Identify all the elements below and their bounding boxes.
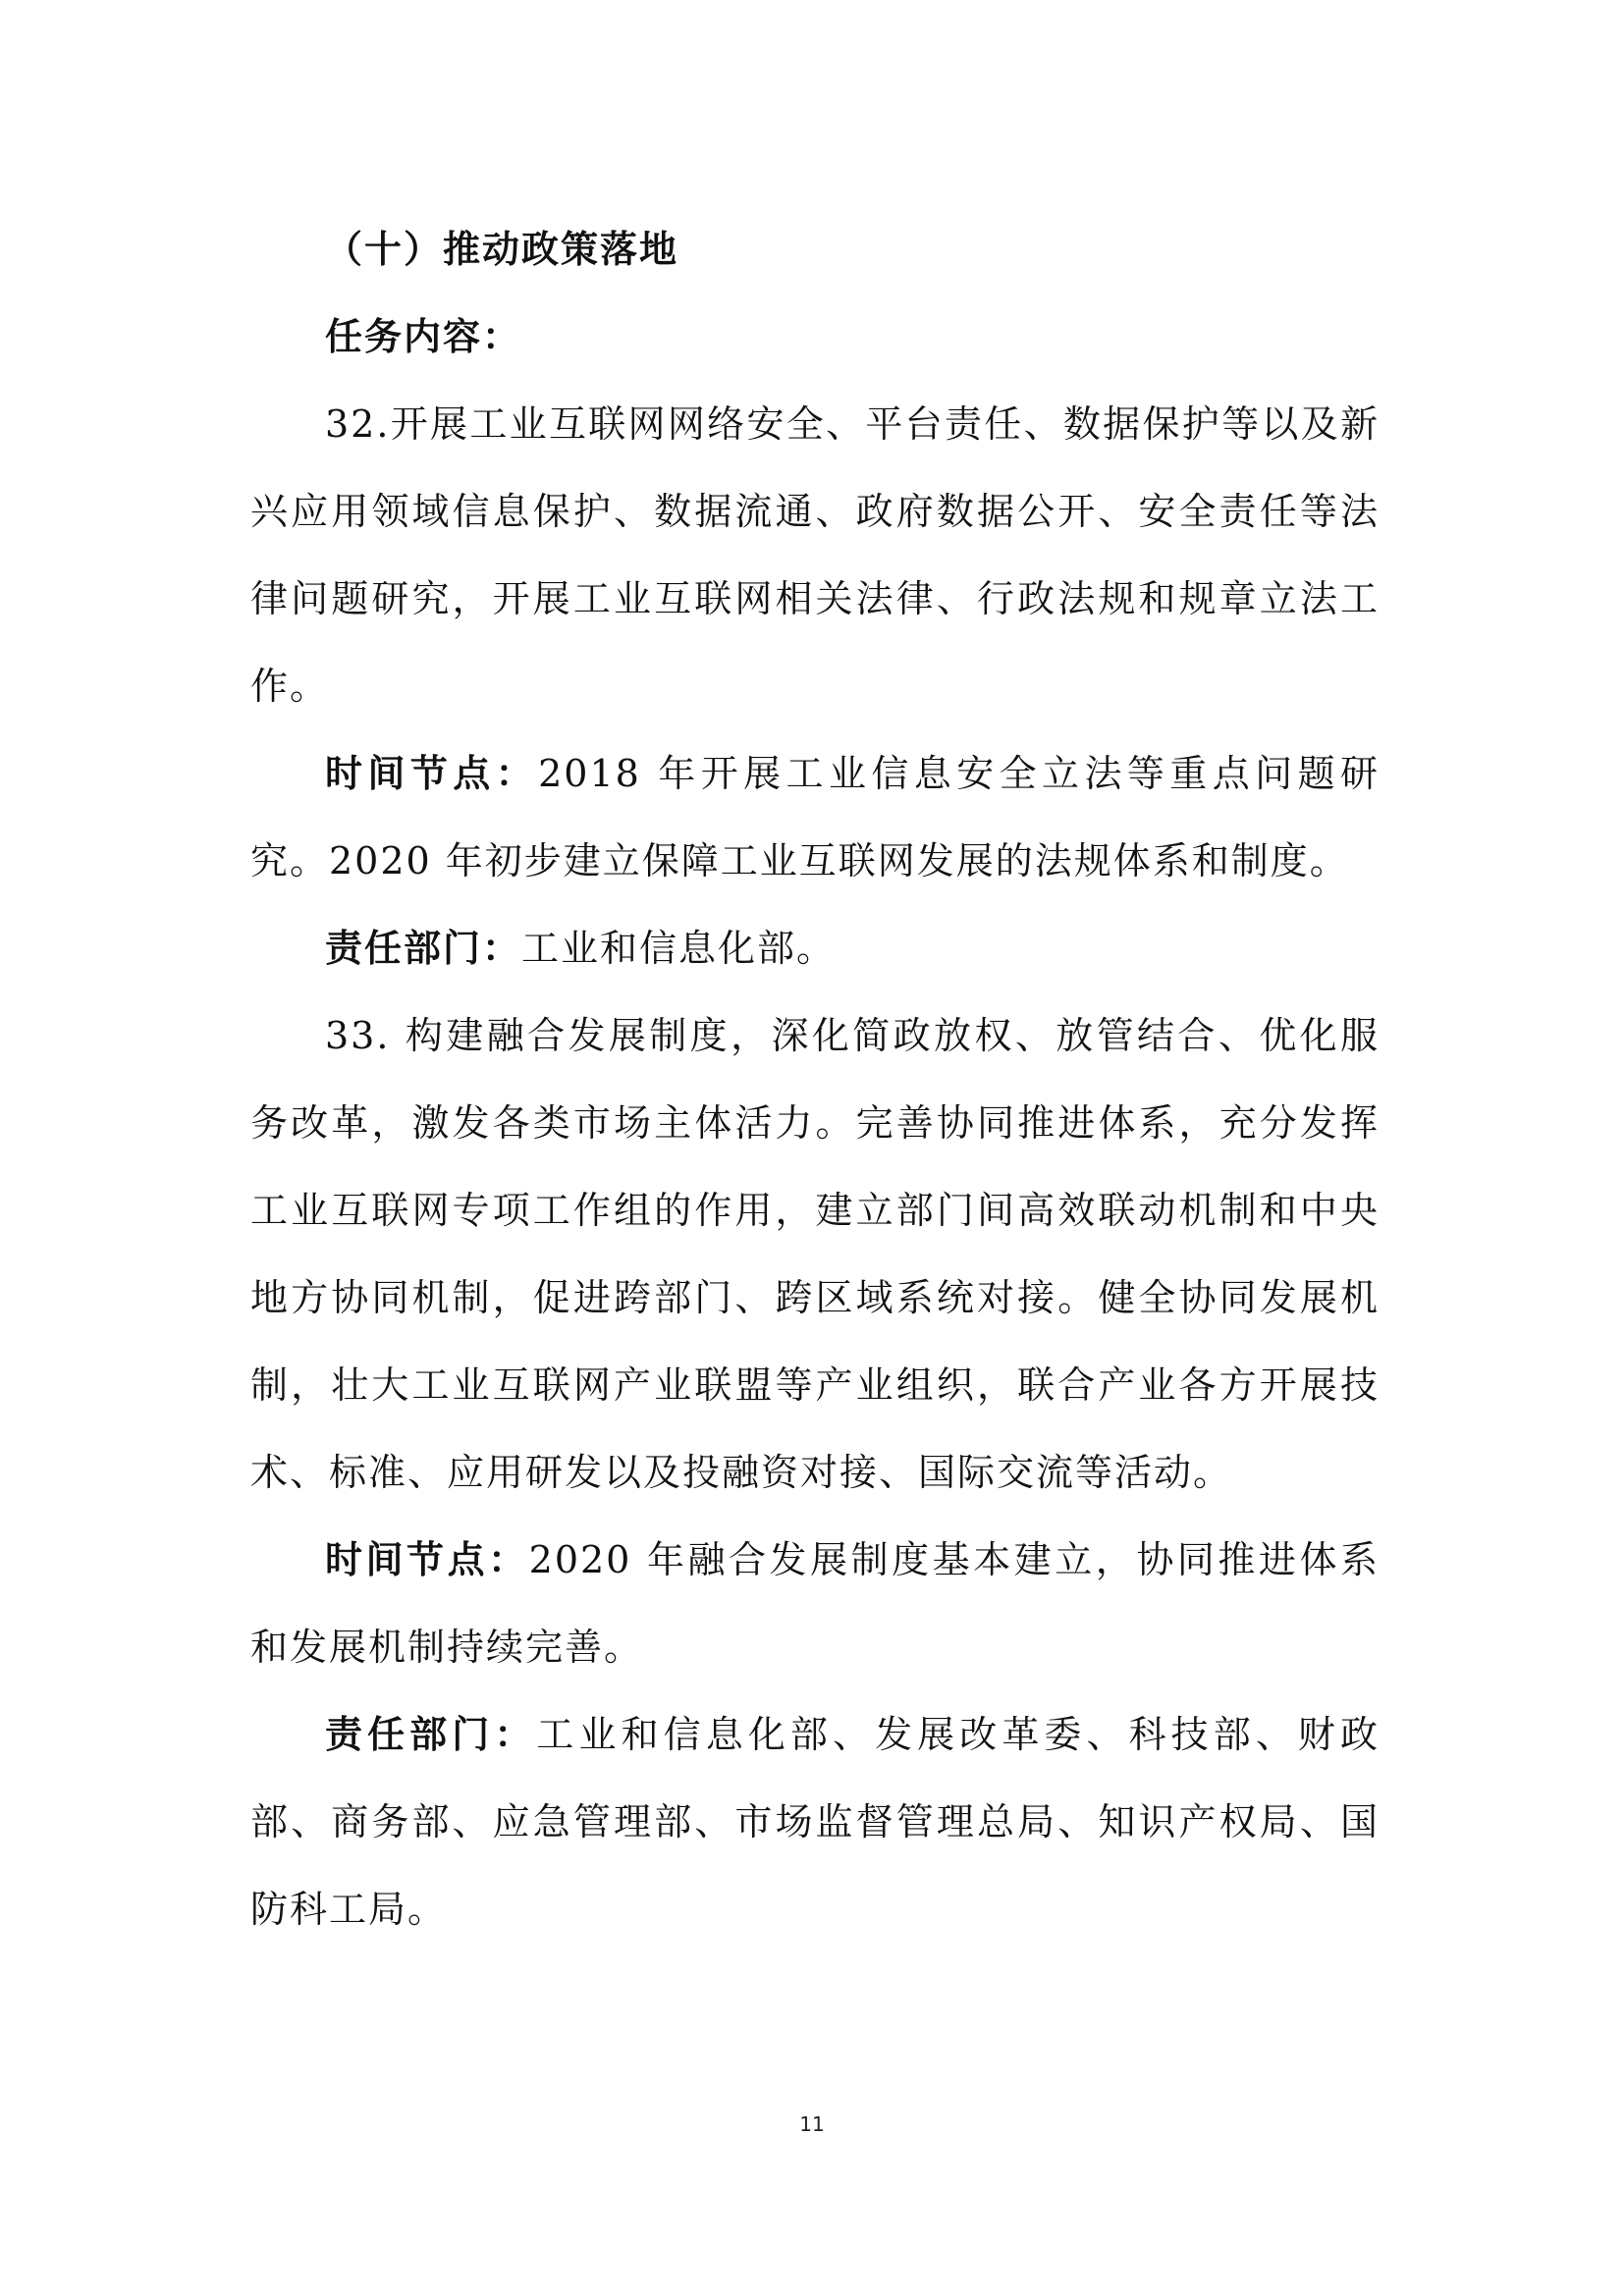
item-32-time-label: 时间节点： xyxy=(325,752,539,795)
item-33-time xyxy=(250,1517,1380,1691)
item-33-text: 33. 构建融合发展制度，深化简政放权、放管结合、优化服务改革，激发各类市场主体活力。完善协同推进体系，充分发挥工业互联网专项工作组的作用，建立部门间高效联动机制和中央地方协同机制，促进跨部门、跨区域系统对接。健全协同发展机制，壮大工业互联网产业联盟等产业组织，联合产业各方开展技术、标准、应用研发以及投融资对接、国际交流等活动。 xyxy=(250,1014,1380,1494)
item-32-text: 32.开展工业互联网网络安全、平台责任、数据保护等以及新兴应用领域信息保护、数据流通、政府数据公开、安全责任等法律问题研究，开展工业互联网相关法律、行政法规和规章立法工作。 xyxy=(250,402,1380,708)
item-33-dept-text: 工业和信息化部、发展改革委、科技部、财政部、商务部、应急管理部、市场监督管理总局、知识产权局、国防科工局。 xyxy=(250,1713,1380,1931)
item-32-dept-label: 责任部门： xyxy=(325,927,522,970)
page-number: 11 xyxy=(799,2112,825,2136)
item-33-dept-label: 责任部门： xyxy=(325,1713,537,1756)
item-33-dept xyxy=(250,1691,1380,1953)
item-32-time xyxy=(250,730,1380,905)
section-title: （十）推动政策落地 xyxy=(325,228,679,271)
task-label: 任务内容： xyxy=(325,315,522,358)
item-33-time-text: 2020 年融合发展制度基本建立，协同推进体系和发展机制持续完善。 xyxy=(250,1538,1380,1669)
item-32-dept xyxy=(250,905,1380,992)
document-body xyxy=(250,206,1380,1953)
item-32-time-text: 2018 年开展工业信息安全立法等重点问题研究。2020 年初步建立保障工业互联网发展的法规体系和制度。 xyxy=(250,752,1380,882)
item-32-dept-text: 工业和信息化部。 xyxy=(521,927,837,970)
item-33-time-label: 时间节点： xyxy=(325,1538,529,1581)
